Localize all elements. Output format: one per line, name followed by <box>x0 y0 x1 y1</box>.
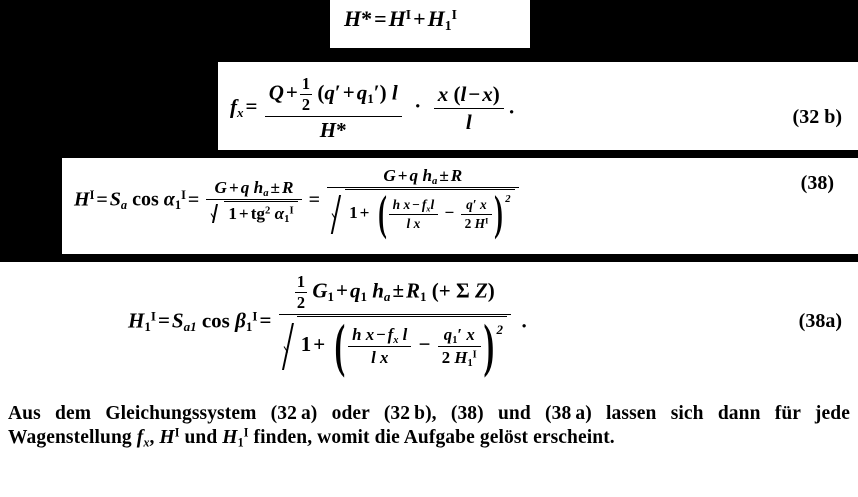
paragraph-line-2c: und <box>179 427 223 448</box>
paragraph-line-3: gelöst erscheint. <box>479 427 615 448</box>
fraction-fx-main: Q+ $\frac{1}{2}$ $(q'+q_1')$ l H* <box>265 74 402 143</box>
paren-H1I: ( $\frac{h x - f_x l}{\text{l x}}$ − $\frac{q_1' x}{2 H_1^I}$ ) 2 <box>334 313 503 379</box>
equation-HI: $H^I = S_a$ $\cos \alpha_1^I$ = $\frac{G + q h_a \pm R}{1 + tg^2 \alpha_1^I}$ = G + q $h_a \pm R$ 1 + ( $\frac{h x - f_xl}{\text{l x}}$ − $\frac{q' x}{2 H^I}$ ) 2 <box>74 166 519 236</box>
equation-number-32b: (32 b) <box>792 106 842 128</box>
fraction-H1I: $\frac{1}{2}$ $G_1+q_1$ $h_a\pm R_1$ (+ Σ Z) 1+ ( $\frac{h x - f_x l}{\text{l x}}$ − $\frac{q_1' x}{2 H_1^I}$ ) 2 <box>279 272 511 373</box>
fraction-fx-factor: $\frac{x (l-x)}{l}$ <box>434 82 504 135</box>
symbol-hstar: H <box>344 6 362 31</box>
equation-block-H1I <box>0 262 858 497</box>
paragraph-line-2b: , <box>149 427 160 448</box>
closing-paragraph: Aus dem Gleichungssystem (32 a) oder (32 b), (38) und (38 a) lassen sich dann für jede Wagenstellung $f_x$, $H^I$ und $H_1^I$ finden, womit die Aufgabe gelöst erscheint. <box>8 403 850 450</box>
equation-hstar: $H*=H^I+H_1^I$ <box>344 6 457 33</box>
fraction-HI-first: $\frac{G + q h_a \pm R}{1 + tg^2 \alpha_1^I}$ <box>206 178 301 224</box>
sqrt-HI-second: 1 + ( $\frac{h x - f_xl}{\text{l x}}$ − $\frac{q' x}{2 H^I}$ ) 2 <box>331 189 514 236</box>
fraction-HI-second: G + q $h_a \pm R$ 1 + ( $\frac{h x - f_xl}{\text{l x}}$ − $\frac{q' x}{2 H^I}$ ) 2 <box>327 166 518 236</box>
equation-block-HI <box>62 158 858 254</box>
equation-number-38: (38) <box>800 172 834 194</box>
equation-number-38a: (38a) <box>798 310 842 332</box>
equation-block-hstar <box>330 0 530 48</box>
equation-fx: $f_x=$ Q+ $\frac{1}{2}$ $(q'+q_1')$ l H* · $\frac{x (l-x)}{l}$ . <box>230 74 515 142</box>
paragraph-line-2d: finden, womit die Aufgabe <box>248 427 475 448</box>
sqrt-H1I: 1+ ( $\frac{h x - f_x l}{\text{l x}}$ − $\frac{q_1' x}{2 H_1^I}$ ) 2 <box>283 316 507 373</box>
paragraph-line-2a: dann für jede Wagenstellung <box>8 403 850 448</box>
equation-block-fx <box>218 62 858 150</box>
paren-HI: ( $\frac{h x - f_xl}{\text{l x}}$ − $\frac{q' x}{2 H^I}$ ) 2 <box>377 187 511 241</box>
sqrt-HI-first: $1 + tg^2$ $\alpha_1^I$ <box>210 201 297 224</box>
paragraph-line-1: Aus dem Gleichungssystem (32 a) oder (32 b), (38) und (38 a) lassen sich <box>8 403 704 424</box>
equation-H1I: $H_1^I=S_{a1}$ $\cos \beta_1^I=$ $\frac{1}{2}$ $G_1+q_1$ $h_a\pm R_1$ (+ Σ Z) 1+ ( $\frac{h x - f_x l}{\text{l x}}$ − $\frac{q_1' x}{2 H_1^I}$ ) 2 . <box>128 272 527 379</box>
